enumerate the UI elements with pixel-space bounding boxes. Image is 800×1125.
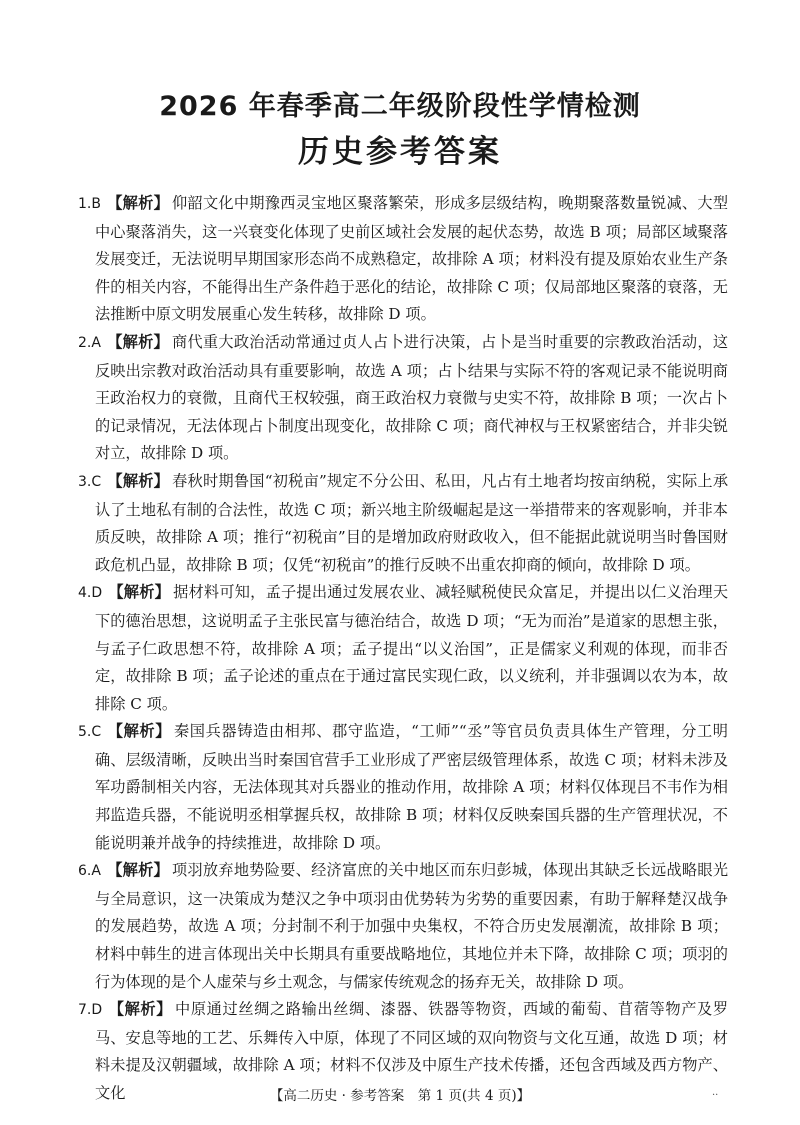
document-subtitle: 历史参考答案 bbox=[298, 134, 502, 170]
answer-choice: D bbox=[91, 1002, 103, 1019]
answer-choice: D bbox=[91, 585, 103, 602]
answer-number: 7. bbox=[78, 1002, 92, 1019]
answer-item bbox=[78, 468, 728, 579]
answer-choice: C bbox=[91, 724, 102, 741]
page-corner-mark: ·· bbox=[712, 1090, 719, 1101]
answer-number: 2. bbox=[78, 334, 92, 351]
analysis-text: 中原通过丝绸之路输出丝绸、漆器、铁器等物资，西域的葡萄、苜蓿等物产及罗马、安息等地的工艺、乐舞传入中原，体现了不同区域的双向物资与文化互通，故选 D 项；材料未提及汉朝疆域，故排除 A 项；材料不仅涉及中原生产技术传播，还包含西域及西方物产、文化 bbox=[95, 1000, 729, 1102]
answer-item bbox=[78, 857, 728, 996]
answer-list bbox=[78, 190, 728, 1108]
analysis-text: 商代重大政治活动常通过贞人占卜进行决策，占卜是当时重要的宗教政治活动，这反映出宗教对政治活动具有重要影响，故选 A 项；占卜结果与实际不符的客观记录不能说明商王政治权力的衰微，且商代王权较强，商王政治权力衰微与史实不符，故排除 B 项；一次占卜的记录情况，无法体现占卜制度出现变化，故排除 C 项；商代神权与王权紧密结合，并非尖锐对立，故排除 D 项。 bbox=[95, 332, 729, 463]
answer-choice: A bbox=[91, 334, 101, 351]
analysis-text: 春秋时期鲁国“初税亩”规定不分公田、私田，凡占有土地者均按亩纳税，实际上承认了土地私有制的合法性，故选 C 项；新兴地主阶级崛起是这一举措带来的客观影响，并非本质反映，故排除 A 项；推行“初税亩”目的是增加政府财政收入，但不能据此就说明当时鲁国财政危机凸显，故排除 B 项；仅凭“初税亩”的推行反映不出重农抑商的倾向，故排除 D 项。 bbox=[95, 471, 729, 574]
answer-choice: C bbox=[91, 473, 102, 490]
answer-number: 3. bbox=[78, 473, 92, 490]
answer-number: 6. bbox=[78, 863, 92, 880]
answer-number: 5. bbox=[78, 724, 92, 741]
answer-item bbox=[78, 190, 728, 329]
analysis-tag: 【解析】 bbox=[108, 583, 171, 602]
analysis-tag: 【解析】 bbox=[107, 722, 171, 741]
answer-item bbox=[78, 329, 728, 468]
answer-choice: A bbox=[91, 863, 101, 880]
answer-item bbox=[78, 579, 728, 718]
analysis-text: 据材料可知，孟子提出通过发展农业、减轻赋税使民众富足，并提出以仁义治理天下的德治思想，这说明孟子主张民富与德治结合，故选 D 项；“无为而治”是道家的思想主张，与孟子仁政思想不符，故排除 A 项；孟子提出“以义治国”，正是儒家义利观的体现，而非否定，故排除 B 项；孟子论述的重点在于通过富民实现仁政，以义统利，并非强调以农为本，故排除 C 项。 bbox=[95, 583, 729, 713]
analysis-tag: 【解析】 bbox=[106, 861, 170, 880]
analysis-tag: 【解析】 bbox=[106, 194, 170, 212]
answer-number: 1. bbox=[78, 196, 92, 212]
analysis-tag: 【解析】 bbox=[107, 471, 170, 490]
analysis-text: 仰韶文化中期豫西灵宝地区聚落繁荣，形成多层级结构，晚期聚落数量锐减、大型中心聚落消失，这一兴衰变化体现了史前区域社会发展的起伏态势，故选 B 项；局部区域聚落发展变迁，无法说明早期国家形态尚不成熟稳定，故排除 A 项；材料没有提及原始农业生产条件的相关内容，不能得出生产条件趋于恶化的结论，故排除 C 项；仅局部地区聚落的衰落，无法推断中原文明发展重心发生转移，故排除 D 项。 bbox=[95, 194, 729, 324]
analysis-tag: 【解析】 bbox=[108, 1000, 173, 1019]
analysis-text: 秦国兵器铸造由相邦、郡守监造，“工师”“丞”等官员负责具体生产管理，分工明确、层级清晰，反映出当时秦国官营手工业形成了严密层级管理体系，故选 C 项；材料未涉及军功爵制相关内容，无法体现其对兵器业的推动作用，故排除 A 项；材料仅体现吕不韦作为相邦监造兵器，不能说明丞相掌握兵权，故排除 B 项；材料仅反映秦国兵器的生产管理状况，不能说明兼并战争的持续推进，故排除 D 项。 bbox=[95, 722, 728, 852]
analysis-tag: 【解析】 bbox=[106, 332, 170, 351]
page-footer: 【高二历史 · 参考答案 第 1 页(共 4 页)】 bbox=[269, 1088, 531, 1104]
answer-choice: B bbox=[91, 196, 101, 212]
analysis-text: 项羽放弃地势险要、经济富庶的关中地区而东归彭城，体现出其缺乏长远战略眼光与全局意识，这一决策成为楚汉之争中项羽由优势转为劣势的重要因素，有助于解释楚汉战争的发展趋势，故选 A 项；分封制不利于加强中央集权，不符合历史发展潮流，故排除 B 项；材料中韩生的进言体现出关中长期具有重要战略地位，其地位并未下降，故排除 C 项；项羽的行为体现的是个人虚荣与乡土观念，与儒家传统观念的扬弃无关，故排除 D 项。 bbox=[95, 861, 729, 991]
answer-item bbox=[78, 718, 728, 857]
answer-number: 4. bbox=[78, 585, 92, 602]
exam-title: 2026 年春季高二年级阶段性学情检测 bbox=[159, 91, 641, 122]
